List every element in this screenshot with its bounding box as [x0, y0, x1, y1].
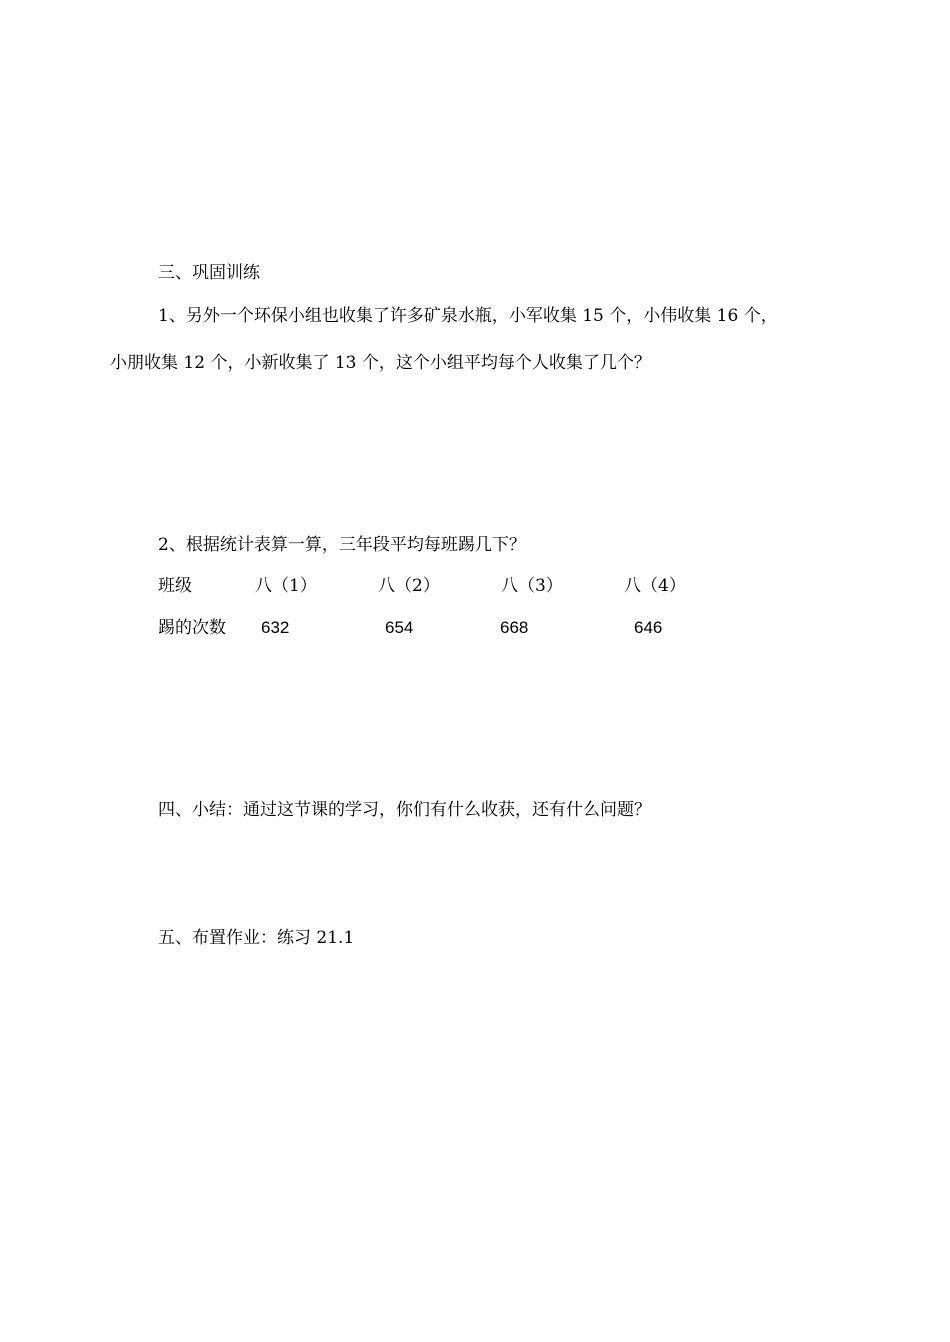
section-summary: 四、小结：通过这节课的学习，你们有什么收获，还有什么问题？: [158, 800, 651, 820]
question-1-line-2: 小朋收集 12 个，小新收集了 13 个，这个小组平均每个人收集了几个？: [110, 353, 651, 373]
table-cell-class-4: 646: [634, 618, 663, 637]
question-1-line-1: 1、另外一个环保小组也收集了许多矿泉水瓶，小军收集 15 个，小伟收集 16 个，: [158, 306, 778, 326]
section-heading-consolidation: 三、巩固训练: [158, 263, 260, 283]
table-header-class: 班级: [158, 576, 192, 596]
question-2: 2、根据统计表算一算，三年段平均每班踢几下？: [158, 535, 526, 555]
section-homework: 五、布置作业：练习 21.1: [158, 928, 355, 948]
table-row-label: 踢的次数: [158, 618, 226, 638]
table-header-class-1: 八（1）: [255, 576, 317, 596]
table-header-class-2: 八（2）: [378, 576, 440, 596]
table-cell-class-1: 632: [261, 618, 290, 637]
table-header-class-3: 八（3）: [501, 576, 563, 596]
table-cell-class-3: 668: [500, 618, 529, 637]
table-header-class-4: 八（4）: [624, 576, 686, 596]
table-cell-class-2: 654: [385, 618, 414, 637]
